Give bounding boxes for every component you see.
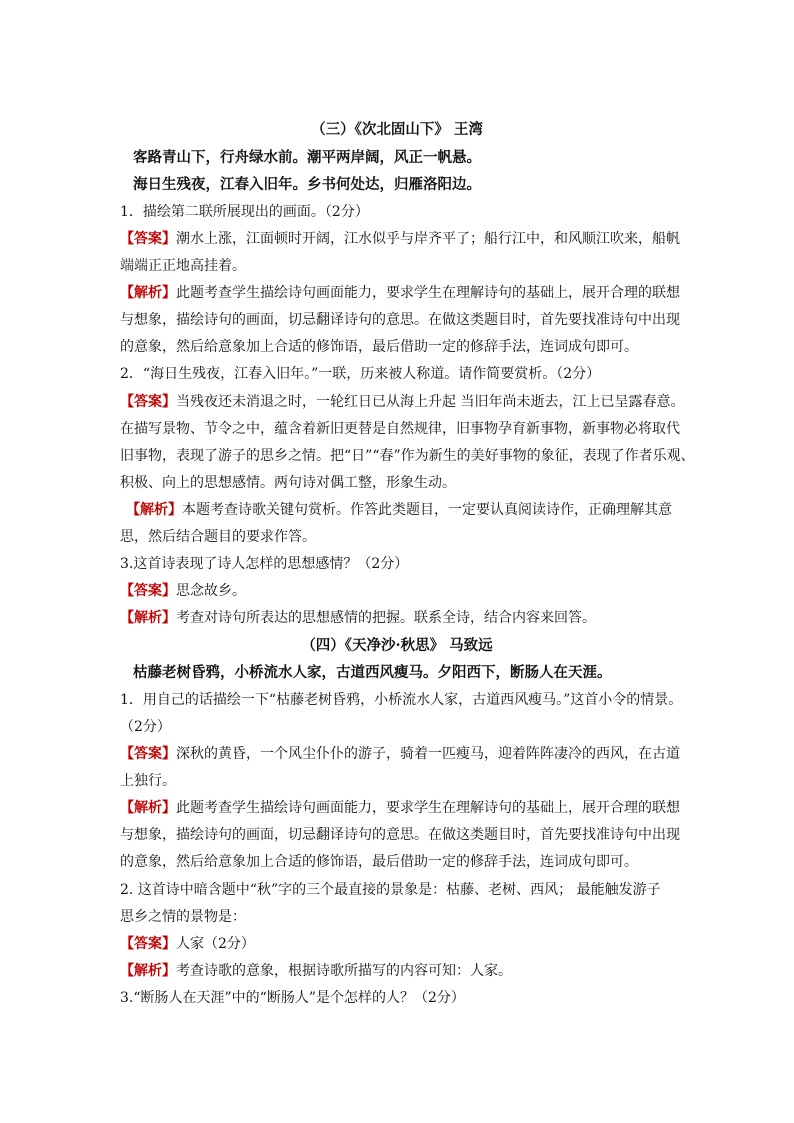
answer-2-cont-3: 积极、向上的思想感情。两句诗对偶工整，形象生动。: [120, 475, 456, 491]
answer-text: 人家（2分）: [176, 936, 255, 952]
answer-2-cont-2: 旧事物，表现了游子的思乡之情。把“日”“春”作为新生的美好事物的象征，表现了作者乐观、: [120, 448, 695, 464]
answer-tag: 【答案】: [120, 583, 176, 599]
answer-1-cont: 端端正正地高挂着。: [120, 258, 246, 274]
analysis-text: 考查诗歌的意象，根据诗歌所描写的内容可知：人家。: [176, 963, 512, 979]
answer-text: 当残夜还未消退之时，一轮红日已从海上升起 当旧年尚未逝去，江上已呈露春意。: [176, 394, 685, 410]
answer-tag: 【答案】: [120, 746, 176, 762]
analysis-4-1-cont-2: 的意象，然后给意象加上合适的修饰语，最后借助一定的修辞手法，连词成句即可。: [120, 854, 638, 870]
question-4-1: 1．用自己的话描绘一下“枯藤老树昏鸦，小桥流水人家，古道西风瘦马。”这首小令的情景。: [120, 692, 683, 708]
answer-tag: 【答案】: [120, 936, 176, 952]
analysis-tag: 【解析】: [120, 963, 176, 979]
poem-line-2: 海日生残夜，江春入旧年。乡书何处达，归雁洛阳边。: [133, 176, 481, 193]
analysis-text: 本题考查诗歌关键句赏析。作答此类题目，一定要认真阅读诗作，正确理解其意: [182, 502, 672, 518]
analysis-1-cont-2: 的意象，然后给意象加上合适的修饰语，最后借助一定的修辞手法，连词成句即可。: [120, 339, 638, 355]
answer-3: [120, 581, 690, 601]
question-3: 3.这首诗表现了诗人怎样的思想感情？（2分）: [120, 556, 409, 572]
answer-tag: 【答案】: [120, 394, 176, 410]
answer-4-1-cont: 上独行。: [120, 773, 176, 789]
question-4-2: 2. 这首诗中暗含题中“秋”字的三个最直接的景象是：枯藤、老树、西风； 最能触发游子: [120, 882, 661, 898]
analysis-tag: 【解析】: [126, 502, 182, 518]
answer-text: 深秋的黄昏，一个风尘仆仆的游子，骑着一匹瘦马，迎着阵阵凄冷的西风，在古道: [176, 746, 680, 762]
analysis-1: [120, 283, 690, 303]
answer-2: [120, 392, 690, 412]
section-3-title: （三）《次北固山下》 王湾: [311, 121, 483, 138]
answer-tag: 【答案】: [120, 231, 176, 247]
analysis-text: 此题考查学生描绘诗句画面能力，要求学生在理解诗句的基础上，展开合理的联想: [176, 800, 680, 816]
analysis-1-cont-1: 与想象，描绘诗句的画面，切忌翻译诗句的意思。在做这类题目时，首先要找准诗句中出现: [120, 312, 680, 328]
question-2: 2．“海日生残夜，江春入旧年。”一联，历来被人称道。请作简要赏析。（2分）: [120, 366, 601, 382]
answer-4-1: [120, 744, 690, 764]
section-4-title: （四）《天净沙·秋思》 马致远: [301, 637, 493, 654]
analysis-text: 此题考查学生描绘诗句画面能力，要求学生在理解诗句的基础上，展开合理的联想: [176, 285, 680, 301]
poem-line: 枯藤老树昏鸦，小桥流水人家，古道西风瘦马。夕阳西下，断肠人在天涯。: [133, 664, 612, 681]
analysis-2-cont: 思，然后结合题目的要求作答。: [120, 529, 316, 545]
analysis-tag: 【解析】: [120, 285, 176, 301]
analysis-4-1-cont-1: 与想象，描绘诗句的画面，切忌翻译诗句的意思。在做这类题目时，首先要找准诗句中出现: [120, 827, 680, 843]
analysis-tag: 【解析】: [120, 610, 176, 626]
answer-4-2: [120, 934, 690, 954]
analysis-4-2: [120, 961, 690, 981]
question-4-1-cont: （2分）: [120, 719, 171, 735]
analysis-text: 考查对诗句所表达的思想感情的把握。联系全诗，结合内容来回答。: [176, 610, 596, 626]
poem-line-1: 客路青山下，行舟绿水前。潮平两岸阔，风正一帆悬。: [133, 149, 481, 166]
analysis-tag: 【解析】: [120, 800, 176, 816]
analysis-2: [126, 500, 696, 520]
question-1: 1．描绘第二联所展现出的画面。（2分）: [120, 204, 369, 220]
question-4-2-cont: 思乡之情的景物是：: [120, 909, 246, 925]
analysis-3: [120, 608, 690, 628]
answer-2-cont-1: 在描写景物、节令之中，蕴含着新旧更替是自然规律，旧事物孕育新事物，新事物必将取代: [120, 421, 680, 437]
answer-text: 思念故乡。: [176, 583, 246, 599]
analysis-4-1: [120, 798, 690, 818]
answer-text: 潮水上涨，江面顿时开阔，江水似乎与岸齐平了；船行江中，和风顺江吹来，船帆: [176, 231, 680, 247]
question-4-3: 3.“断肠人在天涯”中的“断肠人”是个怎样的人？（2分）: [120, 990, 465, 1006]
answer-1: [120, 229, 690, 249]
